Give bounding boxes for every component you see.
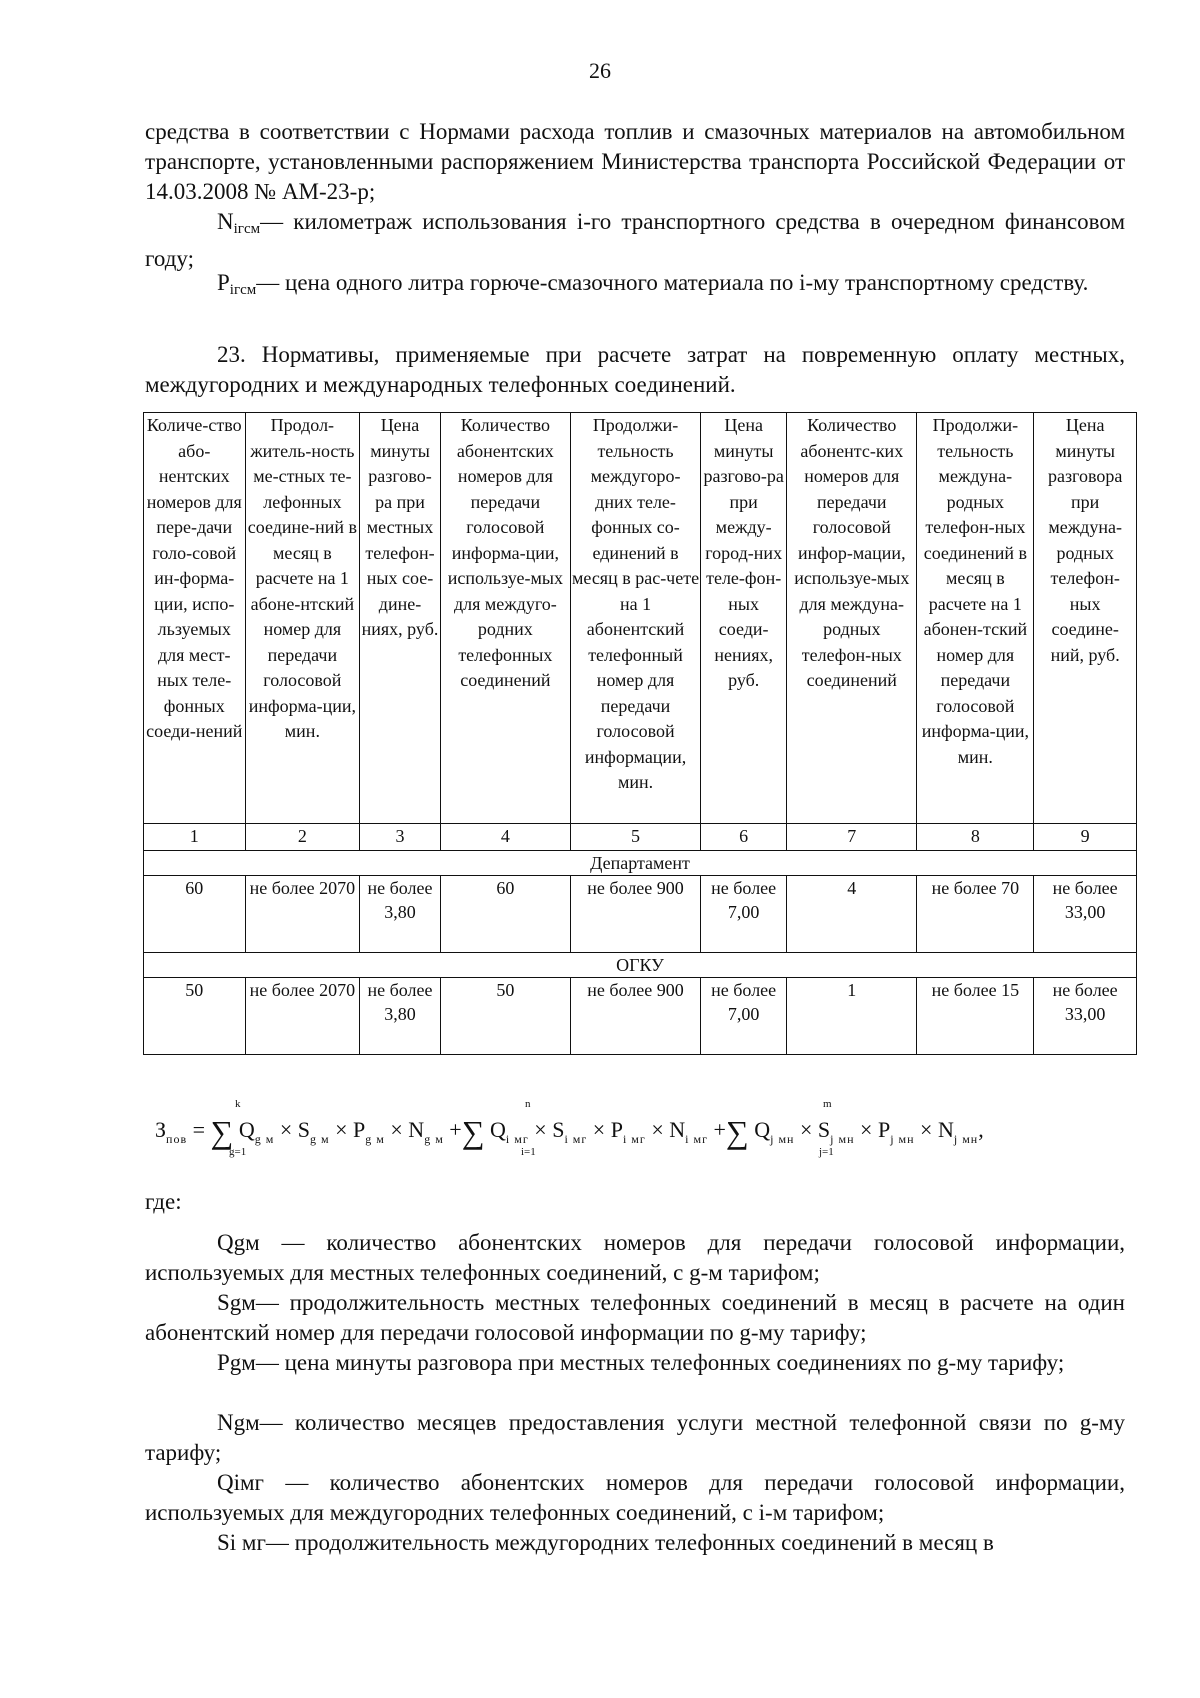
formula-subscript: j мн	[890, 1132, 915, 1146]
header-cell: Продол-житель-ность ме-стных те-лефонных соедине-ний в месяц в расчете на 1 абоне-нтский номер для передачи голосовой информа-ции, мин.	[245, 413, 360, 824]
formula-lhs-subscript: пов	[166, 1132, 188, 1146]
formula-subscript: i мг	[685, 1132, 708, 1146]
table-cell: 60	[440, 876, 570, 953]
formula-term: S	[552, 1117, 565, 1142]
table-cell: не более 15	[917, 978, 1034, 1055]
symbol-p: P	[217, 270, 230, 295]
formula-subscript: i мг	[564, 1132, 588, 1146]
definition-simg: Si мг— продолжительность междугородних телефонных соединений в месяц в	[217, 1530, 994, 1555]
formula-expression: $З_{пов}$ = ∑ $Q_{g м} \times S_{g м} \times P_{g м} \times N_{g м}$ +∑ $Q_{i мг} \times S_{i мг} \times P_{i мг} \times N_{i мг}$ +∑ $Q_{j мн} \times S_{j мн} \times P_{j мн} \times N_{j мн}$,	[155, 1114, 984, 1150]
section-label: ОГКУ	[144, 953, 1137, 978]
definition-qgm: Qgм — количество абонентских номеров для передачи голосовой информации, используемых для местных телефонных соединений, с g-м тарифом;	[145, 1230, 1125, 1285]
table-cell: 1	[787, 978, 917, 1055]
formula-term: S	[297, 1117, 311, 1142]
formula-subscript: j мн	[953, 1132, 979, 1146]
table-header-row	[144, 413, 1137, 824]
header-cell: Количество абонентс-ких номеров для передачи голосовой инфор-мации, используе-мых для междуна-родных телефон-ных соединений	[787, 413, 917, 824]
sum1-lower-limit: g=1	[229, 1146, 247, 1158]
formula-term: S	[817, 1117, 831, 1142]
formula-term: P	[610, 1117, 623, 1142]
where-label: где:	[145, 1189, 182, 1214]
formula-subscript: j мн	[830, 1132, 855, 1146]
header-cell: Цена минуты разговора при междуна-родных телефон-ных соедине-ний, руб.	[1034, 413, 1137, 824]
formula-subscript: i мг	[505, 1132, 529, 1146]
column-number: 1	[144, 824, 246, 851]
column-number: 5	[570, 824, 700, 851]
symbol-p-subscript: iгсм	[229, 282, 257, 298]
header-cell: Продолжи-тельность междугоро-дних теле-фонных со-единений в месяц в рас-чете на 1 абонентский телефонный номер для передачи голосовой информации, мин.	[570, 413, 700, 824]
column-number: 4	[440, 824, 570, 851]
sum3-upper-limit: m	[823, 1098, 832, 1110]
sum2-upper-limit: n	[525, 1098, 531, 1110]
section-row-ogku	[144, 953, 1137, 978]
formula-term: P	[877, 1117, 891, 1142]
cost-formula	[155, 1100, 1145, 1156]
table-cell: не более 2070	[245, 978, 360, 1055]
table-cell: не более 33,00	[1034, 876, 1137, 953]
column-number: 6	[701, 824, 787, 851]
definition-qimg: Qiмг — количество абонентских номеров для передачи голосовой информации, используемых для междугородних телефонных соединений, с i-м тарифом;	[145, 1470, 1125, 1525]
table-row	[144, 876, 1137, 953]
formula-term: N	[937, 1117, 954, 1142]
paragraph-price-definition	[145, 268, 1125, 305]
table-cell: не более 3,80	[360, 876, 441, 953]
table-row	[144, 978, 1137, 1055]
symbol-n: N	[217, 209, 234, 234]
sigma-symbol: ∑	[210, 1114, 234, 1150]
column-number: 2	[245, 824, 360, 851]
column-number-row	[144, 824, 1137, 851]
formula-term: P	[353, 1117, 366, 1142]
formula-term: N	[669, 1117, 686, 1142]
definition-ngm: Ngм— количество месяцев предоставления услуги местной телефонной связи по g-му тарифу;	[145, 1410, 1125, 1465]
paragraph-mileage-definition	[145, 207, 1125, 274]
formula-subscript: j мн	[770, 1132, 795, 1146]
sigma-symbol: ∑	[461, 1114, 485, 1150]
column-number: 7	[787, 824, 917, 851]
formula-lhs: З	[155, 1117, 167, 1142]
header-cell: Цена минуты разгово-ра при местных телефон-ных сое-дине-ниях, руб.	[360, 413, 441, 824]
table-cell: не более 900	[570, 876, 700, 953]
table-cell: 50	[440, 978, 570, 1055]
header-cell: Цена минуты разгово-ра при между-город-них теле-фон-ных соеди-нениях, руб.	[701, 413, 787, 824]
table-cell: 50	[144, 978, 246, 1055]
table-cell: не более 2070	[245, 876, 360, 953]
definition-pgm: Pgм— цена минуты разговора при местных телефонных соединениях по g-му тарифу;	[217, 1350, 1065, 1375]
price-definition-text: — цена одного литра горюче-смазочного материала по i-му транспортному средству.	[256, 270, 1089, 295]
table-cell: не более 33,00	[1034, 978, 1137, 1055]
formula-subscript: g м	[424, 1132, 444, 1146]
table-cell: не более 3,80	[360, 978, 441, 1055]
header-cell: Количе-ство або-нентских номеров для пере-дачи голо-совой ин-форма-ции, испо-льзуемых для мест-ных теле-фонных соеди-нений	[144, 413, 246, 824]
section-label: Департамент	[144, 851, 1137, 876]
table-cell: не более 70	[917, 876, 1034, 953]
sum1-upper-limit: k	[235, 1098, 241, 1110]
symbol-n-subscript: iгсм	[233, 221, 261, 237]
formula-term: Q	[238, 1117, 255, 1142]
header-cell: Количество абонентских номеров для передачи голосовой информа-ции, используе-мых для междуго-родних телефонных соединений	[440, 413, 570, 824]
section-23-heading: 23. Нормативы, применяемые при расчете затрат на повременную оплату местных, междугородних и международных телефонных соединений.	[145, 342, 1125, 397]
sum2-lower-limit: i=1	[521, 1146, 536, 1158]
table-cell: не более 7,00	[701, 876, 787, 953]
formula-term: N	[408, 1117, 425, 1142]
sum3-lower-limit: j=1	[819, 1146, 834, 1158]
sigma-symbol: ∑	[725, 1114, 749, 1150]
page-number: 26	[589, 58, 611, 83]
paragraph-fuel-norms: средства в соответствии с Нормами расхода топлив и смазочных материалов на автомобильном транспорте, установленными распоряжением Министерства транспорта Российской Федерации от 14.03.2008 № АМ-23-р;	[145, 119, 1125, 204]
section-row-department	[144, 851, 1137, 876]
column-number: 8	[917, 824, 1034, 851]
mileage-definition-text: — километраж использования i-го транспортного средства в очередном финансовом году;	[145, 209, 1125, 271]
formula-subscript: g м	[310, 1132, 330, 1146]
table-cell: 60	[144, 876, 246, 953]
column-number: 9	[1034, 824, 1137, 851]
definition-sgm: Sgм— продолжительность местных телефонных соединений в месяц в расчете на один абонентский номер для передачи голосовой информации по g-му тарифу;	[145, 1290, 1125, 1345]
formula-subscript: g м	[254, 1132, 275, 1146]
header-cell: Продолжи-тельность междуна-родных телефон-ных соединений в месяц в расчете на 1 абонен-тский номер для передачи голосовой информа-ции, мин.	[917, 413, 1034, 824]
telephone-norms-table	[143, 412, 1137, 1055]
table-cell: 4	[787, 876, 917, 953]
formula-subscript: i мг	[622, 1132, 646, 1146]
table-cell: не более 7,00	[701, 978, 787, 1055]
column-number: 3	[360, 824, 441, 851]
formula-term: Q	[490, 1117, 506, 1142]
formula-subscript: g м	[365, 1132, 385, 1146]
formula-term: Q	[754, 1117, 771, 1142]
table-cell: не более 900	[570, 978, 700, 1055]
